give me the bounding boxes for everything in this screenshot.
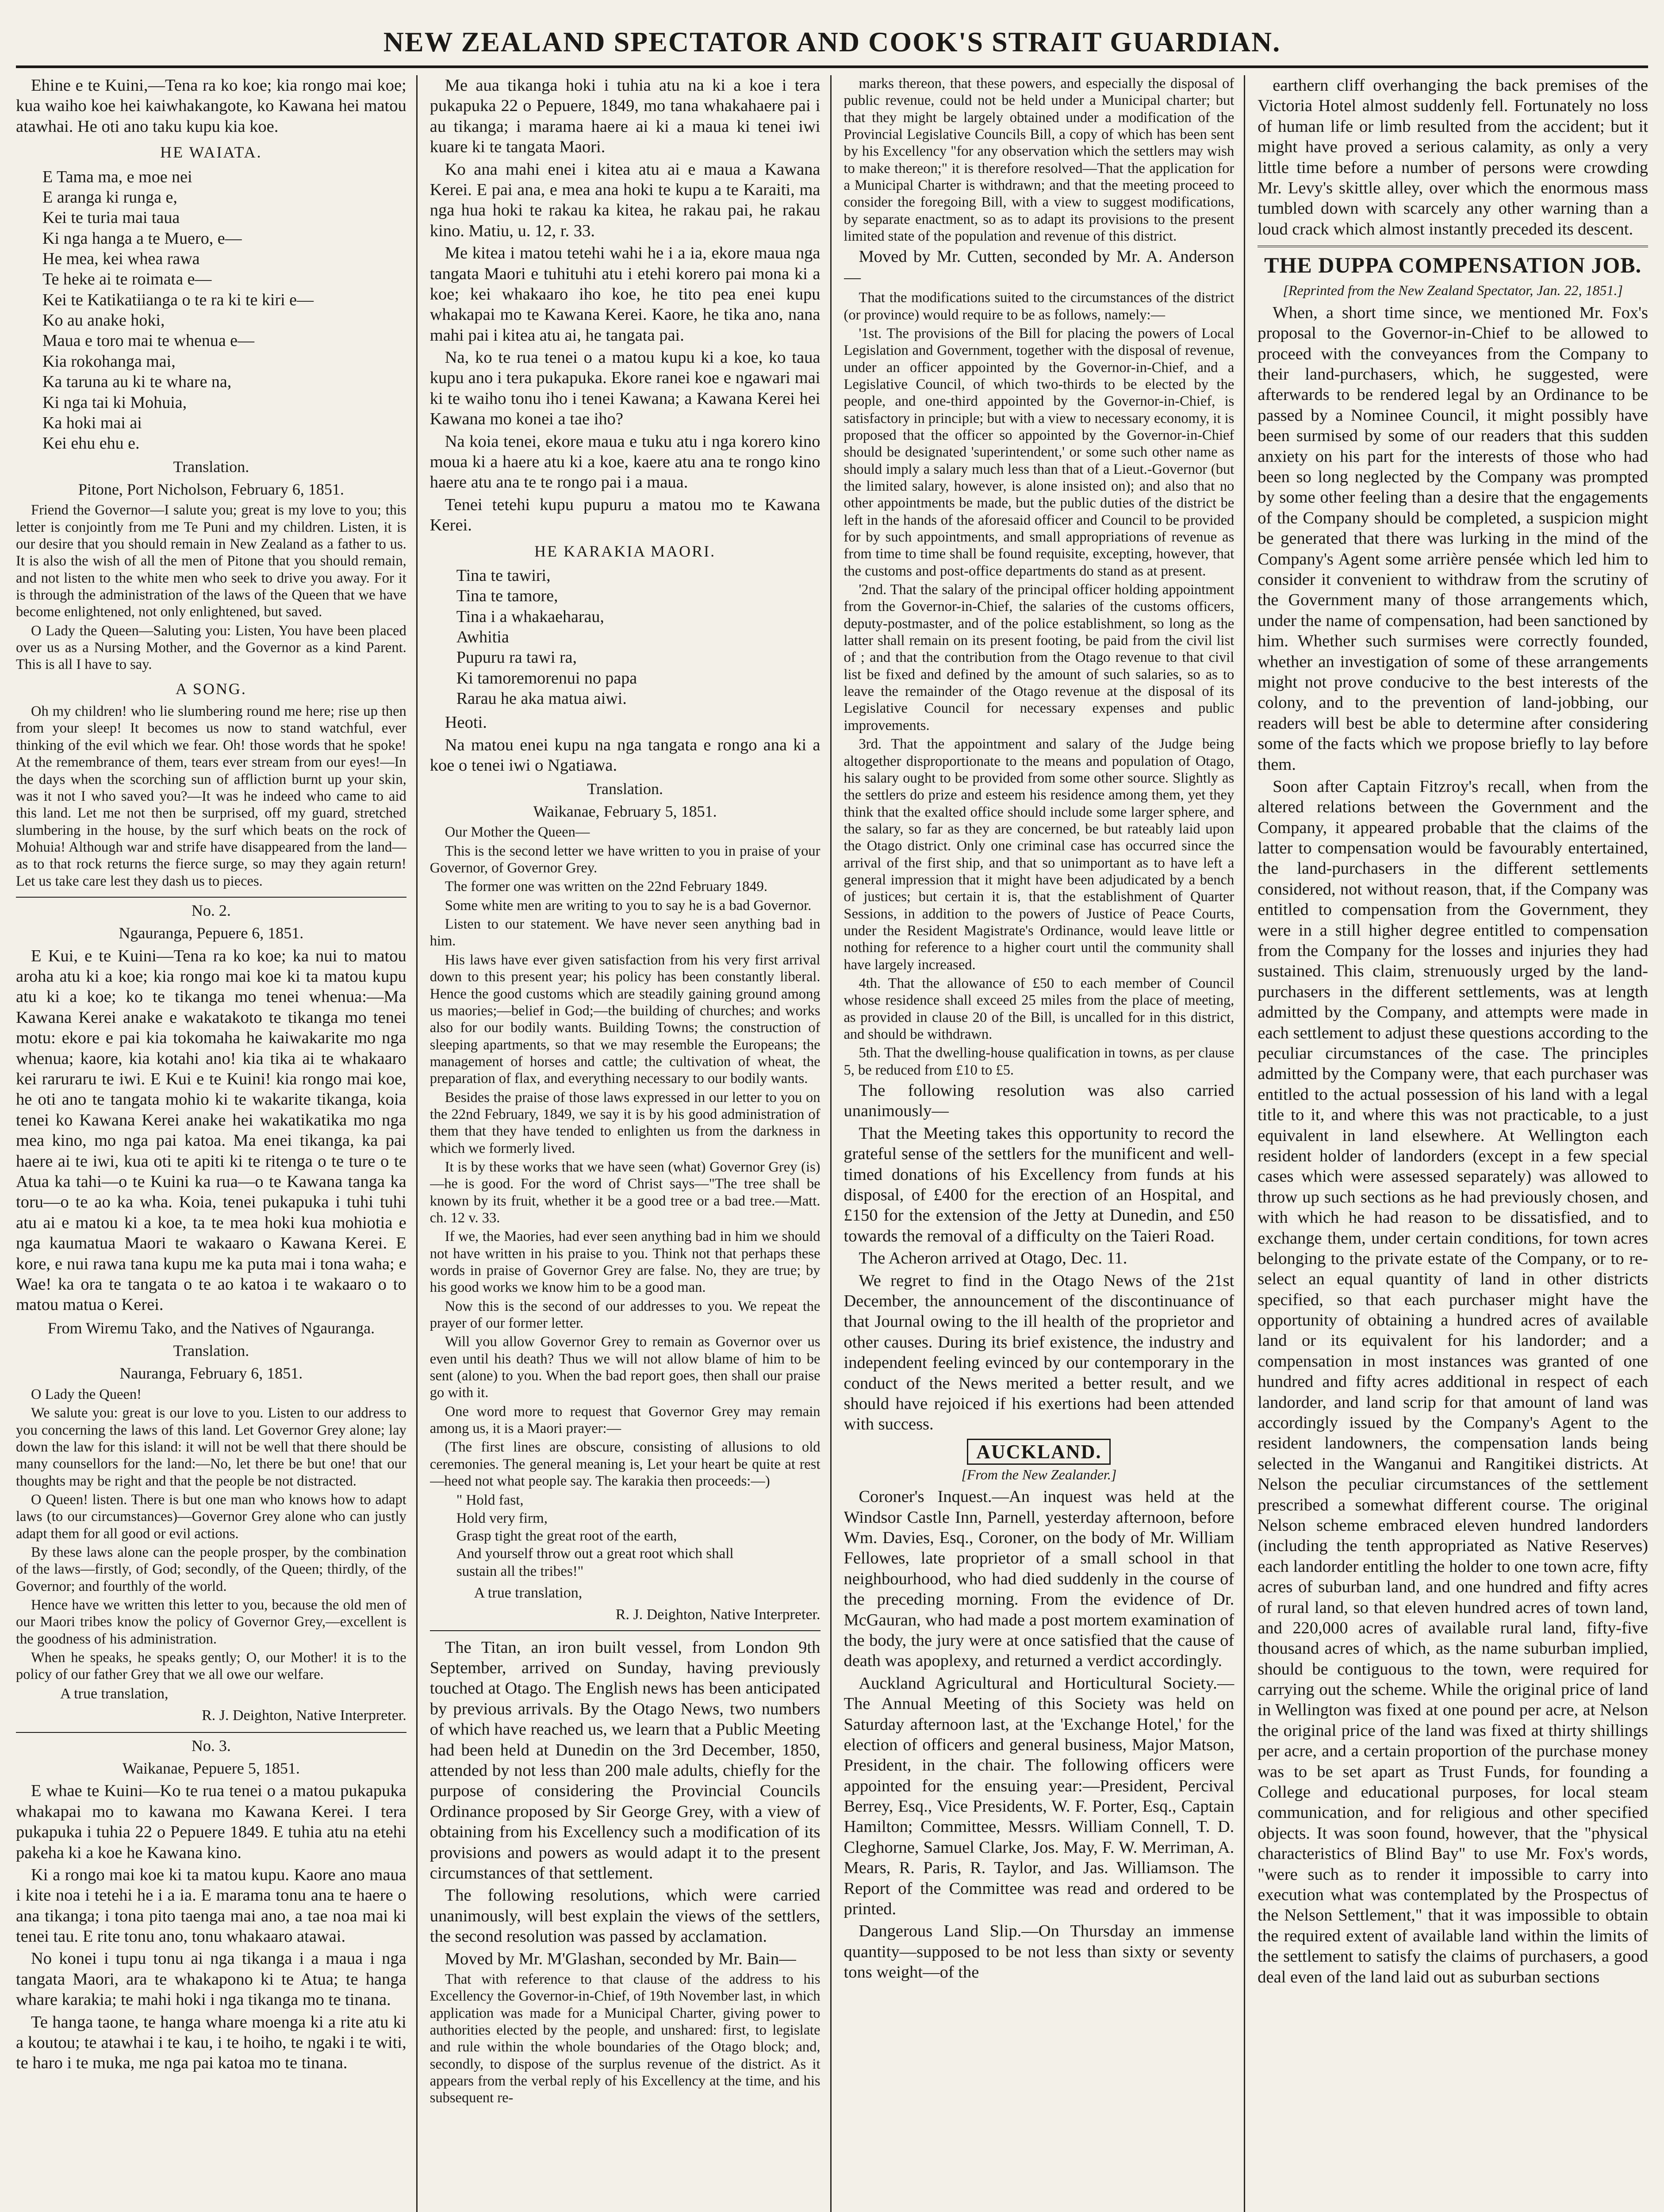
paragraph: Auckland Agricultural and Horticultural Society.—The Annual Meeting of this Society was held on Saturday afternoon last, at the 'Exchange Hotel,' for the election of officers and general business, Major Matson, President, in the chair. The following officers were appointed for the ensuing year:—President, Percival Berrey, Esq., Vice Presidents, W. F. Porter, Esq., Captain Hamilton; Committee, Messrs. William Connell, T. D. Cleghorne, Samuel Clarke, Jos. May, F. W. Merriman, A. Mears, R. Paris, R. Taylor, and Jas. Williamson. The Report of the Committee was read and ordered to be printed. [844,1674,1235,1919]
divider [430,1630,820,1631]
poem-line: Ki nga hanga a te Muero, e— [42,229,242,248]
paragraph: The Acheron arrived at Otago, Dec. 11. [859,1249,1127,1268]
dateline: Waikanae, February 5, 1851. [533,803,717,821]
paragraph: Na, ko te rua tenei o a matou kupu ki a koe, ko taua kupu ano i tera pukapuka. Ekore ranei koe e ngawari mai ki te waiho tonu iho i tenei Kawana; a Kawana Kerei hei Kawana mo konei a tae iho? [429,348,820,429]
poem [456,565,820,709]
paragraph: Moved by Mr. Cutten, seconded by Mr. A. Anderson— [844,247,1235,287]
paragraph: Heoti. [445,713,487,732]
paragraph: 3rd. That the appointment and salary of the Judge being altogether disproportionate to the means and population of Otago, his salary ought to be provided from some other source. Slightly as the settlers do prize and esteem his residence among them, yet they think that the exalted office should include some larger sphere, and the salary, so far as they are concerned, be but rateably laid upon the Otago district. Only one criminal case has occurred since the arrival of the first ship, and that so unimportant as to have left a general impression that it might have been adjudicated by a bench of justices; but certain it is, that the establishment of Quarter Sessions, in addition to the powers of Justice of Peace Courts, under the Resident Magistrate's Ordinance, would leave little or nothing for reference to a higher court until the community shall have largely increased. [844,736,1235,973]
paragraph: Hence have we written this letter to you, because the old men of our Maori tribes know the policy of Governor Grey,—excellent is the goodness of his administration. [16,1597,406,1647]
paragraph: Our Mother the Queen— [445,824,590,841]
paragraph: Listen to our statement. We have never seen anything bad in him. [429,916,820,949]
paragraph: Friend the Governor—I salute you; great is my love to you; this letter is conjointly from me Te Puni and my children. Listen, it is our desire that you should remain in New Zealand as a father to us. It is also the wish of all the men of Pitone that you should remain, and not listen to the white men who seek to drive you away. For it is through the administration of the laws of the Queen that we have become enlightened, not only enlightened, but saved. [16,502,406,620]
signature: R. J. Deighton, Native Interpreter. [615,1606,820,1623]
paragraph: The following resolutions, which were carried unanimously, will best explain the views of the settlers, the second resolution was passed by acclamation. [429,1886,820,1946]
translation-heading: Translation. [173,1342,249,1360]
paragraph: E Kui, e te Kuini—Tena ra ko koe; ka nui to matou aroha atu ki a koe; kia rongo mai koe ki ta matou kupu atu ki a koe; ko te tikanga mo tenei whenua:—Ma Kawana Kerei anake e wakatakoto te tikanga mo tenei motu: ekore e pai kia tokomaha he kaiwakarite mo nga whenua; kaore, kia kotahi ano! kia tika ai te whakaaro kei raruraru te iwi. E Kui e te Kuini! kia rongo mai koe, he oti ano te tangata mohio ki te wakarite tikanga, koia tenei ko Kawana Kerei anake hei wakatikatika mo nga mea kino, mo nga pai katoa. Ma enei tikanga, ka pai haere ai te iwi, kua oti te apiti ki te ritenga o te ture o te Atua ka tahi—o te Kuini ka rua—o te Kawana tanga ka toru—o te ao ka wha. Koia, tenei pukapuka i tuhi tuhi atu ai e matou ki a koe, ta te mea hoki kua mohiotia e nga kaumatua Maori te wakaaro o Kawana Kerei. E kore, e nui rawa tana kupu me ka puta mai i tona waha; e Wae! ka ora te tangata o te ao katoa i te wakaaro o to matou matua o Kerei. [16,946,406,1314]
paragraph: Besides the praise of those laws expressed in our letter to you on the 22nd February, 1849, we say it is by his good administration of them that they have tended to enlighten us from the darkness in which we formerly lived. [429,1089,820,1156]
column-4 [1258,75,1648,2212]
quoted-prayer [456,1491,820,1580]
paragraph: O Lady the Queen! [31,1386,142,1402]
column-3 [844,75,1246,2212]
poem-line: Awhitia [456,628,509,647]
paragraph: No konei i tupu tonu ai nga tikanga i a maua i nga tangata Maori, ara te whakapono ki te Atua; te hanga whare karakia; te mahi hoki i nga tikanga mo te tinana. [16,1949,406,2009]
poem-line: Rarau he aka matua aiwi. [456,689,627,708]
paragraph: '1st. The provisions of the Bill for placing the powers of Local Legislation and Government, together with the disposal of revenue, under an officer appointed by the Governor-in-Chief, and a Legislative Council, of which two-thirds to be elected by the people, and one-third appointed by the Governor-in-Chief, is satisfactory in principle; but with a view to necessary economy, it is proposed that the officer so appointed by the Governor-in-Chief should be designated 'superintendent,' or some such other name as should imply a salary much less than that of a Lieut.-Governor (but the limited salary, however, is alone insisted on); and also that no other appointments be made, but the public duties of the district be left in the hands of the aforesaid officer and Council to be provided for by such appointments, and small appropriations of revenue as from time to time shall be found requisite, excepting, however, that the customs and post-office departments do stand as at present. [844,325,1235,579]
paragraph: One word more to request that Governor Grey may remain among us, it is a Maori prayer:— [429,1403,820,1437]
paragraph: Coroner's Inquest.—An inquest was held at the Windsor Castle Inn, Parnell, yesterday afternoon, before Wm. Davies, Esq., Coroner, on the body of Mr. William Fellowes, late proprietor of a small school in that neighbourhood, who had died suddenly in the course of the preceding morning. From the evidence of Dr. McGauran, who had made a post mortem examination of the body, the jury were at once satisfied that the cause of death was apoplexy, and returned a verdict accordingly. [844,1487,1235,1671]
paragraph: Oh my children! who lie slumbering round me here; rise up then from your sleep! It becomes us now to stand watchful, ever thinking of the evil which we fear. Oh! those words that he spoke! At the remembrance of them, tears ever stream from our eyes!—In the days when the scorching sun of affliction burnt up your skin, was it not I who saved you?—It was he indeed who came to aid this land. Let me not then be surprised, off my guard, stretched slumbering in the house, by the surf which beats on the rock of Mohuia! Although war and strife have disappeared from the land—as to that rock returns the fierce surge, so may they again return! Let us take care lest they dash us to pieces. [16,703,406,889]
paragraph: 4th. That the allowance of £50 to each member of Council whose residence shall exceed 25 miles from the place of meeting, as provided in clause 20 of the Bill, is uncalled for in this district, and should be withdrawn. [844,975,1235,1042]
poem-line: E Tama ma, e moe nei [42,167,192,186]
paragraph: We salute you: great is our love to you. Listen to our address to you concerning the laws of this land. Let Governor Grey alone; lay down the law for this island: it will not be well that there should be many counsellors for the land:—No, let there be but one! that our thoughts may be right and that the people be not distracted. [16,1405,406,1489]
poem-line: Ka hoki mai ai [42,413,142,432]
paragraph: Na koia tenei, ekore maua e tuku atu i nga korero kino moua ki a haere atu ki a koe, kaere atu ana te rongo kino haere atu ana te te rongo pai i a maua. [429,432,820,492]
paragraph: If we, the Maories, had ever seen anything bad in him we should not have written in his praise to you. Think not that perhaps these words in praise of Governor Grey are false. No, they are true; by his good works we know him to be a good man. [429,1229,820,1296]
poem-line: Tina i a whakaeharau, [456,607,604,626]
paragraph: Ko ana mahi enei i kitea atu ai e maua a Kawana Kerei. E pai ana, e mea ana hoki te kupu a te Karaiti, ma nga hua hoki te rakau ka kitea, he rakau pai, he rakau kino. Matiu, u. 12, r. 33. [429,160,820,240]
section-heading [844,1440,1235,1463]
paragraph: Soon after Captain Fitzroy's recall, when from the altered relations between the Government and the Company, it appeared probable that the claims of the latter to compensation would be favourably entertained, the land-purchasers in the different settlements considered, not without reason, that, if the Company was entitled to compensation from the Government, they were in a still higher degree entitled to compensation from the Company for the losses and injuries they had sustained. This claim, strenuously urged by the land-purchasers in the different settlements, was at length admitted by the Company, and attempts were made in each settlement to adjust these questions according to the peculiar circumstances of the case. The principles admitted by the Company were, that each purchaser was entitled to the actual possession of his land with a legal title to it, and where this was not practicable, to a just equivalent in land elsewhere. At Wellington each resident holder of landorders (except in a few special cases which were assessed separately) was allowed to throw up such sections as he had previously chosen, and with which he had reason to be dissatisfied, and to exchange them, under certain conditions, for town acres belonging to the private estate of the Company, or to re-select an equal quantity of land in other districts specified, so that each purchaser might have the opportunity of obtaining a hundred acres of available land or its equivalent for his landorder; and a compensation in most instances was granted of one hundred and fifty acres additional in respect of each landorder, and land scrip for that amount of land was accordingly issued by the Company's Agent to the resident landowners, the compensation lands being selected in the Wanganui and Rangitikei districts. At Nelson the peculiar circumstances of the settlement prescribed a somewhat different course. The original Nelson scheme embraced eleven hundred landorders (including the tenth appropriated as Native Reserves) each landorder entitling the holder to one town acre, fifty acres of suburban land, and one hundred and fifty acres of rural land, so that eleven hundred acres of town land, and 220,000 acres of available rural land, fifty-five thousand acres of which, as the name suburban implied, should be contiguous to the town, were required for carrying out the scheme. While the original price of land in Wellington was fixed at one pound per acre, at Nelson the original price of the land was fixed at thirty shillings per acre, and a certain proportion of the purchase money was to be set apart as Trust Funds, for founding a College and educational purposes, for local steam communication, and for religious and other specified objects. It was soon found, however, that the "physical characteristics of Blind Bay" to use Mr. Fox's words, "were such as to render it impossible to carry into execution what was contemplated by the Prospectus of the Nelson Settlement," that it was impossible to obtain the required extent of available land within the limits of the settlement to satisfy the claims of purchasers, a good deal even of the land laid out as suburban sections [1258,777,1648,1986]
poem-line: Kei te turia mai taua [42,208,180,227]
paragraph: The following resolution was also carried unanimously— [844,1081,1235,1121]
section-heading: HE WAIATA. [160,143,262,161]
poem-line: Kei te Katikatiianga o te ra ki te kiri e— [42,290,314,309]
paragraph: We regret to find in the Otago News of the 21st December, the announcement of the discontinuance of that Journal owing to the ill health of the proprietor and other causes. During its brief existence, the industry and independent feeling evinced by our contemporary in the conduct of the News merited a better result, and we should have rejoiced if his exertions had been attended with success. [844,1271,1235,1434]
section-heading: A SONG. [175,680,247,698]
paragraph: Na matou enei kupu na nga tangata e rongo ana ki a koe o tenei iwi o Ngatiawa. [429,735,820,775]
section-heading: THE DUPPA COMPENSATION JOB. [1258,246,1648,278]
paragraph: Will you allow Governor Grey to remain as Governor over us even until his death? Thus we will not allow blame of him to be sent (alone) to you. When the bad report goes, then shall our praise go with it. [429,1334,820,1401]
paragraph: Ki a rongo mai koe ki ta matou kupu. Kaore ano maua i kite noa i tetehi he i a ia. E marama tonu ana te haere o ana tikanga; i tona pito taenga mai ano, a tae noa mai ki tenei tau. E rite tonu ano, tonu whakaaro atawai. [16,1865,406,1946]
source-note: [From the New Zealander.] [961,1466,1117,1482]
paragraph: This is the second letter we have written to you in praise of your Governor, of Governor Grey. [429,843,820,876]
source-note: [Reprinted from the New Zealand Spectator, Jan. 22, 1851.] [1283,282,1623,299]
paragraph: O Queen! listen. There is but one man who knows how to adapt laws (to our circumstances)—Governor Grey alone who can justly adapt them for all good or evil actions. [16,1491,406,1542]
paragraph: Me kitea i matou tetehi wahi he i a ia, ekore maua nga tangata Maori e tuhituhi atu i etehi korero pai mona ki a koe; kei whakaaro iho koe, he tito pea enei kupu whakapai mo te Kawana Kerei. Kaore, he tika ano, nana mahi pai i kitea atu ai, he tangata pai. [429,244,820,345]
translation-heading: Translation. [587,780,663,798]
columns [16,75,1648,2212]
poem-line: Grasp tight the great root of the earth, [456,1528,677,1544]
paragraph: Me aua tikanga hoki i tuhia atu na ki a koe i tera pukapuka 22 o Pepuere, 1849, mo tana whakahaere pai i au tikanga; i marama haere ai ki a maua ki tenei iwi kuare ki te tangata Maori. [429,76,820,157]
auckland-heading: AUCKLAND. [967,1439,1111,1465]
paragraph: Ehine e te Kuini,—Tena ra ko koe; kia rongo mai koe; kua waiho koe hei kaiwhakangote, ko Kawana hei matou atawhai. He oti ano taku kupu kia koe. [16,76,406,136]
paragraph: Tenei tetehi kupu pupuru a matou mo te Kawana Kerei. [429,495,820,535]
poem-line: sustain all the tribes!" [456,1563,584,1580]
poem-line: E aranga ki runga e, [42,188,177,207]
paragraph: Te hanga taone, te hanga whare moenga ki a rite atu ki a koutou; te atawhai i te kau, i te hoiho, te ngaki i te witi, te haro i te muka, me nga pai katoa mo te tinana. [16,2012,406,2073]
paragraph: O Lady the Queen—Saluting you: Listen, You have been placed over us as a Nursing Mother, and the Governor as a kind Parent. This is all I have to say. [16,622,406,673]
dateline: Pitone, Port Nicholson, February 6, 1851. [78,480,344,498]
paragraph: 5th. That the dwelling-house qualification in towns, as per clause 5, be reduced from £10 to £5. [844,1045,1235,1078]
paragraph: The former one was written on the 22nd February 1849. [445,879,768,895]
paragraph: It is by these works that we have seen (what) Governor Grey (is)—he is good. For the word of Christ says—"The tree shall be known by its fruit, whether it be a good tree or a bad tree.—Matt. ch. 12 v. 33. [429,1159,820,1226]
poem-line: He mea, kei whea rawa [42,249,200,268]
masthead-title: NEW ZEALAND SPECTATOR AND COOK'S STRAIT GUARDIAN. [16,18,1648,68]
paragraph: When he speaks, he speaks gently; O, our Mother! it is to the policy of our father Grey that we all owe our welfare. [16,1649,406,1683]
poem-line: Ki tamoremorenui no papa [456,668,637,687]
poem-line: Kia rokohanga mai, [42,352,176,371]
paragraph: Moved by Mr. M'Glashan, seconded by Mr. Bain— [445,1949,796,1968]
paragraph: By these laws alone can the people prosper, by the combination of the laws—firstly, of God; secondly, of the Queen; thirdly, of the Governor; and fourthly of the world. [16,1544,406,1594]
poem-line: Ki nga tai ki Mohuia, [42,393,187,412]
poem-line: " Hold fast, [456,1492,524,1509]
paragraph: When, a short time since, we mentioned Mr. Fox's proposal to the Governor-in-Chief to be allowed to proceed with the conveyances from the Company to their land-purchasers, which, he suggested, were afterwards to be rendered legal by an Ordinance to be passed by a Nominee Council, it might possibly have been surmised by some of our readers that this sudden anxiety on his part for the interests of those who had been so long neglected by the Company was prompted by some other feeling than a desire that the engagements of the Company should be completed, a suspicion might be generated that there was lurking in the mind of the Company's Agent some arrière pensée which led him to consider it convenient to withdraw from the scrutiny of the Government many of those arrangements which, under the name of compensation, had been sanctioned by him. Whether such surmises were correctly founded, whether an investigation of some of these arrangements might not prove conducive to the best interests of the colony, and to the prevention of land-jobbing, our readers will best be able to determine after considering some of the facts which we propose briefly to lay before them. [1258,303,1648,774]
poem-line: Te heke ai te roimata e— [42,270,212,289]
dateline: Waikanae, Pepuere 5, 1851. [122,1759,300,1777]
signature: From Wiremu Tako, and the Natives of Ngauranga. [47,1319,375,1337]
signature: A true translation, [60,1685,169,1702]
poem-line: Hold very firm, [456,1510,548,1526]
poem-line: Pupuru ra tawi ra, [456,648,577,667]
letter-number: No. 2. [16,897,406,920]
dateline: Nauranga, February 6, 1851. [119,1364,303,1382]
paragraph: earthern cliff overhanging the back premises of the Victoria Hotel almost suddenly fell. Fortunately no loss of human life or limb resulted from the accident; but it might have proved a serious calamity, as only a very little time before a number of persons were crowding Mr. Levy's skittle alley, over which the enormous mass tumbled down with scarcely any other warning than a loud crack which almost instantly preceded its descent. [1258,76,1648,238]
paragraph: (The first lines are obscure, consisting of allusions to old ceremonies. The general meaning is, Let your heart be quite at rest—heed not what people say. The karakia then proceeds:—) [429,1439,820,1490]
poem-line: Ko au anake hoki, [42,311,165,330]
paragraph: The Titan, an iron built vessel, from London 9th September, arrived on Sunday, having previously touched at Otago. The English news has been anticipated by previous arrivals. By the Otago News, two numbers of which have reached us, we learn that a Public Meeting had been held at Dunedin on the 3rd December, 1850, attended by not less than 200 male adults, chiefly for the purpose of considering the Provincial Councils Ordinance proposed by Sir George Grey, with a view of obtaining from his Excellency such a modification of its provisions and powers as would adapt it to the present circumstances of that settlement. [429,1638,820,1882]
poem-line: Tina te tawiri, [456,566,551,585]
paragraph: That the Meeting takes this opportunity to record the grateful sense of the settlers for the munificent and well-timed donations of his Excellency from funds at his disposal, of £400 for the erection of an Hospital, and £150 for the extension of the Jetty at Dunedin, and £50 towards the removal of a difficulty on the Taieri Road. [844,1124,1235,1245]
paragraph: Dangerous Land Slip.—On Thursday an immense quantity—supposed to be not less than sixty or seventy tons weight—of the [844,1922,1235,1982]
poem-line: Ka taruna au ki te whare na, [42,373,232,392]
letter-number: No. 3. [16,1732,406,1755]
poem-line: Kei ehu ehu e. [42,434,140,453]
paragraph: That with reference to that clause of the address to his Excellency the Governor-in-Chief, of 19th November last, in which application was made for a Municipal Charter, giving power to authorities elected by the people, and unshared: first, to legislate and rule within the whole boundaries of the Otago block; and, secondly, to dispose of the surplus revenue of the district. As it appears from the verbal reply of his Excellency at the time, and his subsequent re- [429,1971,820,2106]
dateline: Ngauranga, Pepuere 6, 1851. [119,924,304,942]
paragraph: Now this is the second of our addresses to you. We repeat the prayer of our former letter. [429,1298,820,1332]
column-1 [16,75,418,2212]
paragraph: That the modifications suited to the circumstances of the district (or province) would require to be as follows, namely:— [844,290,1235,323]
paragraph: His laws have ever given satisfaction from his very first arrival down to this present year; his policy has been constantly liberal. Hence the good customs which are steadily gaining ground among us maories;—belief in God;—the building of churches; and works also for our bodily wants. Building Towns; the construction of sleeping apartments, so that we may resemble the Europeans; the management of horses and cattle; the cultivation of wheat, the preparation of flax, and everything necessary to our bodily wants. [429,952,820,1087]
signature: A true translation, [474,1584,583,1601]
poem-line: And yourself throw out a great root which shall [456,1546,734,1562]
poem [42,167,406,454]
paragraph: marks thereon, that these powers, and especially the disposal of public revenue, could not be held under a Municipal charter; but that they might be largely obtained under a modification of the Provincial Legislative Councils Bill, a copy of which has been sent by his Excellency "for any observation which the settlers may wish to make thereon;" it is therefore resolved—That the application for a Municipal Charter is withdrawn; and that the meeting proceed to consider the foregoing Bill, with a view to suggest modifications, by separate enactment, so as to adapt its provisions to the present limited state of the population and revenue of this district. [844,76,1235,245]
paragraph: E whae te Kuini—Ko te rua tenei o a matou pukapuka whakapai mo to kawana mo Kawana Kerei. I tera pukapuka i tuhia 22 o Pepuere 1849. E tuhia atu na etehi pakeha ki a koe he Kawana kino. [16,1782,406,1862]
poem-line: Tina te tamore, [456,587,558,606]
paragraph: '2nd. That the salary of the principal officer holding appointment from the Governor-in-Chief, the salaries of the customs officers, deputy-postmaster, and of the police establishment, so long as the latter shall remain on its present footing, be paid from the civil list of ; and that the contribution from the Otago revenue to that civil list be fixed and defined by the amount of such salaries, so as to leave the remainder of the Otago revenue at the disposal of its Legislative Council for necessary expenses and public improvements. [844,582,1235,733]
column-2 [430,75,832,2212]
section-heading: HE KARAKIA MAORI. [534,542,716,560]
paragraph: Some white men are writing to you to say he is a bad Governor. [445,897,812,914]
translation-heading: Translation. [173,457,249,476]
poem-line: Maua e toro mai te whenua e— [42,331,255,350]
signature: R. J. Deighton, Native Interpreter. [202,1707,406,1724]
